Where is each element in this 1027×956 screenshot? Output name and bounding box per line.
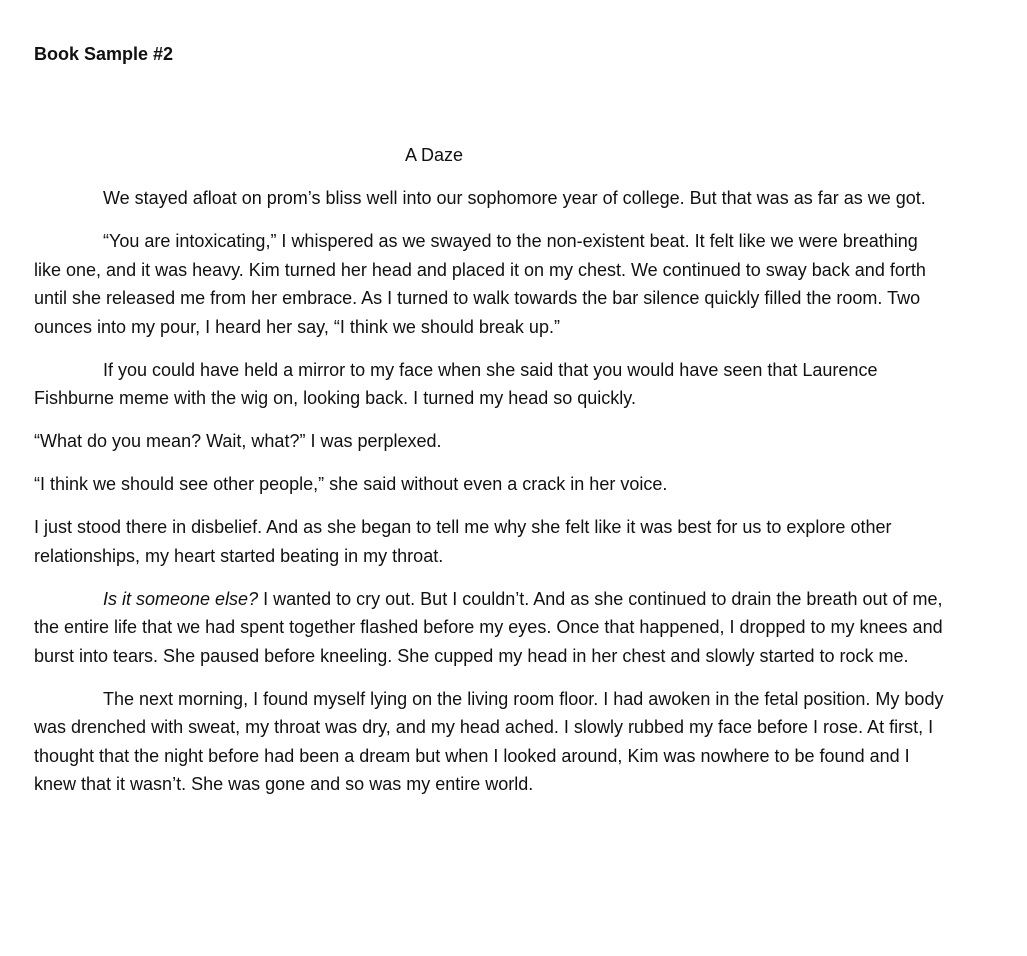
- document-page: [34, 40, 944, 813]
- paragraph-8: [34, 685, 944, 799]
- paragraph-1: [34, 184, 944, 213]
- paragraph-5: [34, 470, 944, 499]
- paragraph-text: The next morning, I found myself lying on the living room floor. I had awoken in the fetal position. My body was drenched with sweat, my throat was dry, and my head ached. I slowly rubbed my face before I rose. At first, I thought that the night before had been a dream but when I looked around, Kim was nowhere to be found and I knew that it wasn’t. She was gone and so was my entire world.: [34, 688, 944, 794]
- paragraph-text: I wanted to cry out. But I couldn’t. And as she continued to drain the breath out of me, the entire life that we had spent together flashed before my eyes. Once that happened, I dropped to my knees and burst into tears. She paused before kneeling. She cupped my head in her chest and slowly started to rock me.: [34, 588, 943, 666]
- paragraph-4: [34, 427, 944, 456]
- paragraph-text: If you could have held a mirror to my face when she said that you would have seen that Laurence Fishburne meme with the wig on, looking back. I turned my head so quickly.: [34, 359, 878, 408]
- paragraph-6: [34, 513, 944, 570]
- chapter-title: A Daze: [404, 145, 464, 165]
- paragraph-3: [34, 356, 944, 413]
- paragraph-text: We stayed afloat on prom’s bliss well into our sophomore year of college. But that was as far as we got.: [103, 188, 926, 208]
- paragraph-text: “You are intoxicating,” I whispered as we swayed to the non-existent beat. It felt like we were breathing like one, and it was heavy. Kim turned her head and placed it on my chest. We continued to sway back and forth until she released me from her embrace. As I turned to walk towards the bar silence quickly filled the room. Two ounces into my pour, I heard her say, “I think we should break up.”: [34, 231, 926, 337]
- paragraph-2: [34, 227, 944, 341]
- paragraph-7: [34, 585, 944, 671]
- paragraph-italic-lead: Is it someone else?: [103, 588, 259, 609]
- document-heading: Book Sample #2: [34, 44, 174, 64]
- paragraph-text: I just stood there in disbelief. And as she began to tell me why she felt like it was best for us to explore other relationships, my heart started beating in my throat.: [34, 517, 892, 566]
- paragraph-text: “I think we should see other people,” she said without even a crack in her voice.: [34, 474, 668, 494]
- paragraph-text: “What do you mean? Wait, what?” I was perplexed.: [34, 431, 442, 451]
